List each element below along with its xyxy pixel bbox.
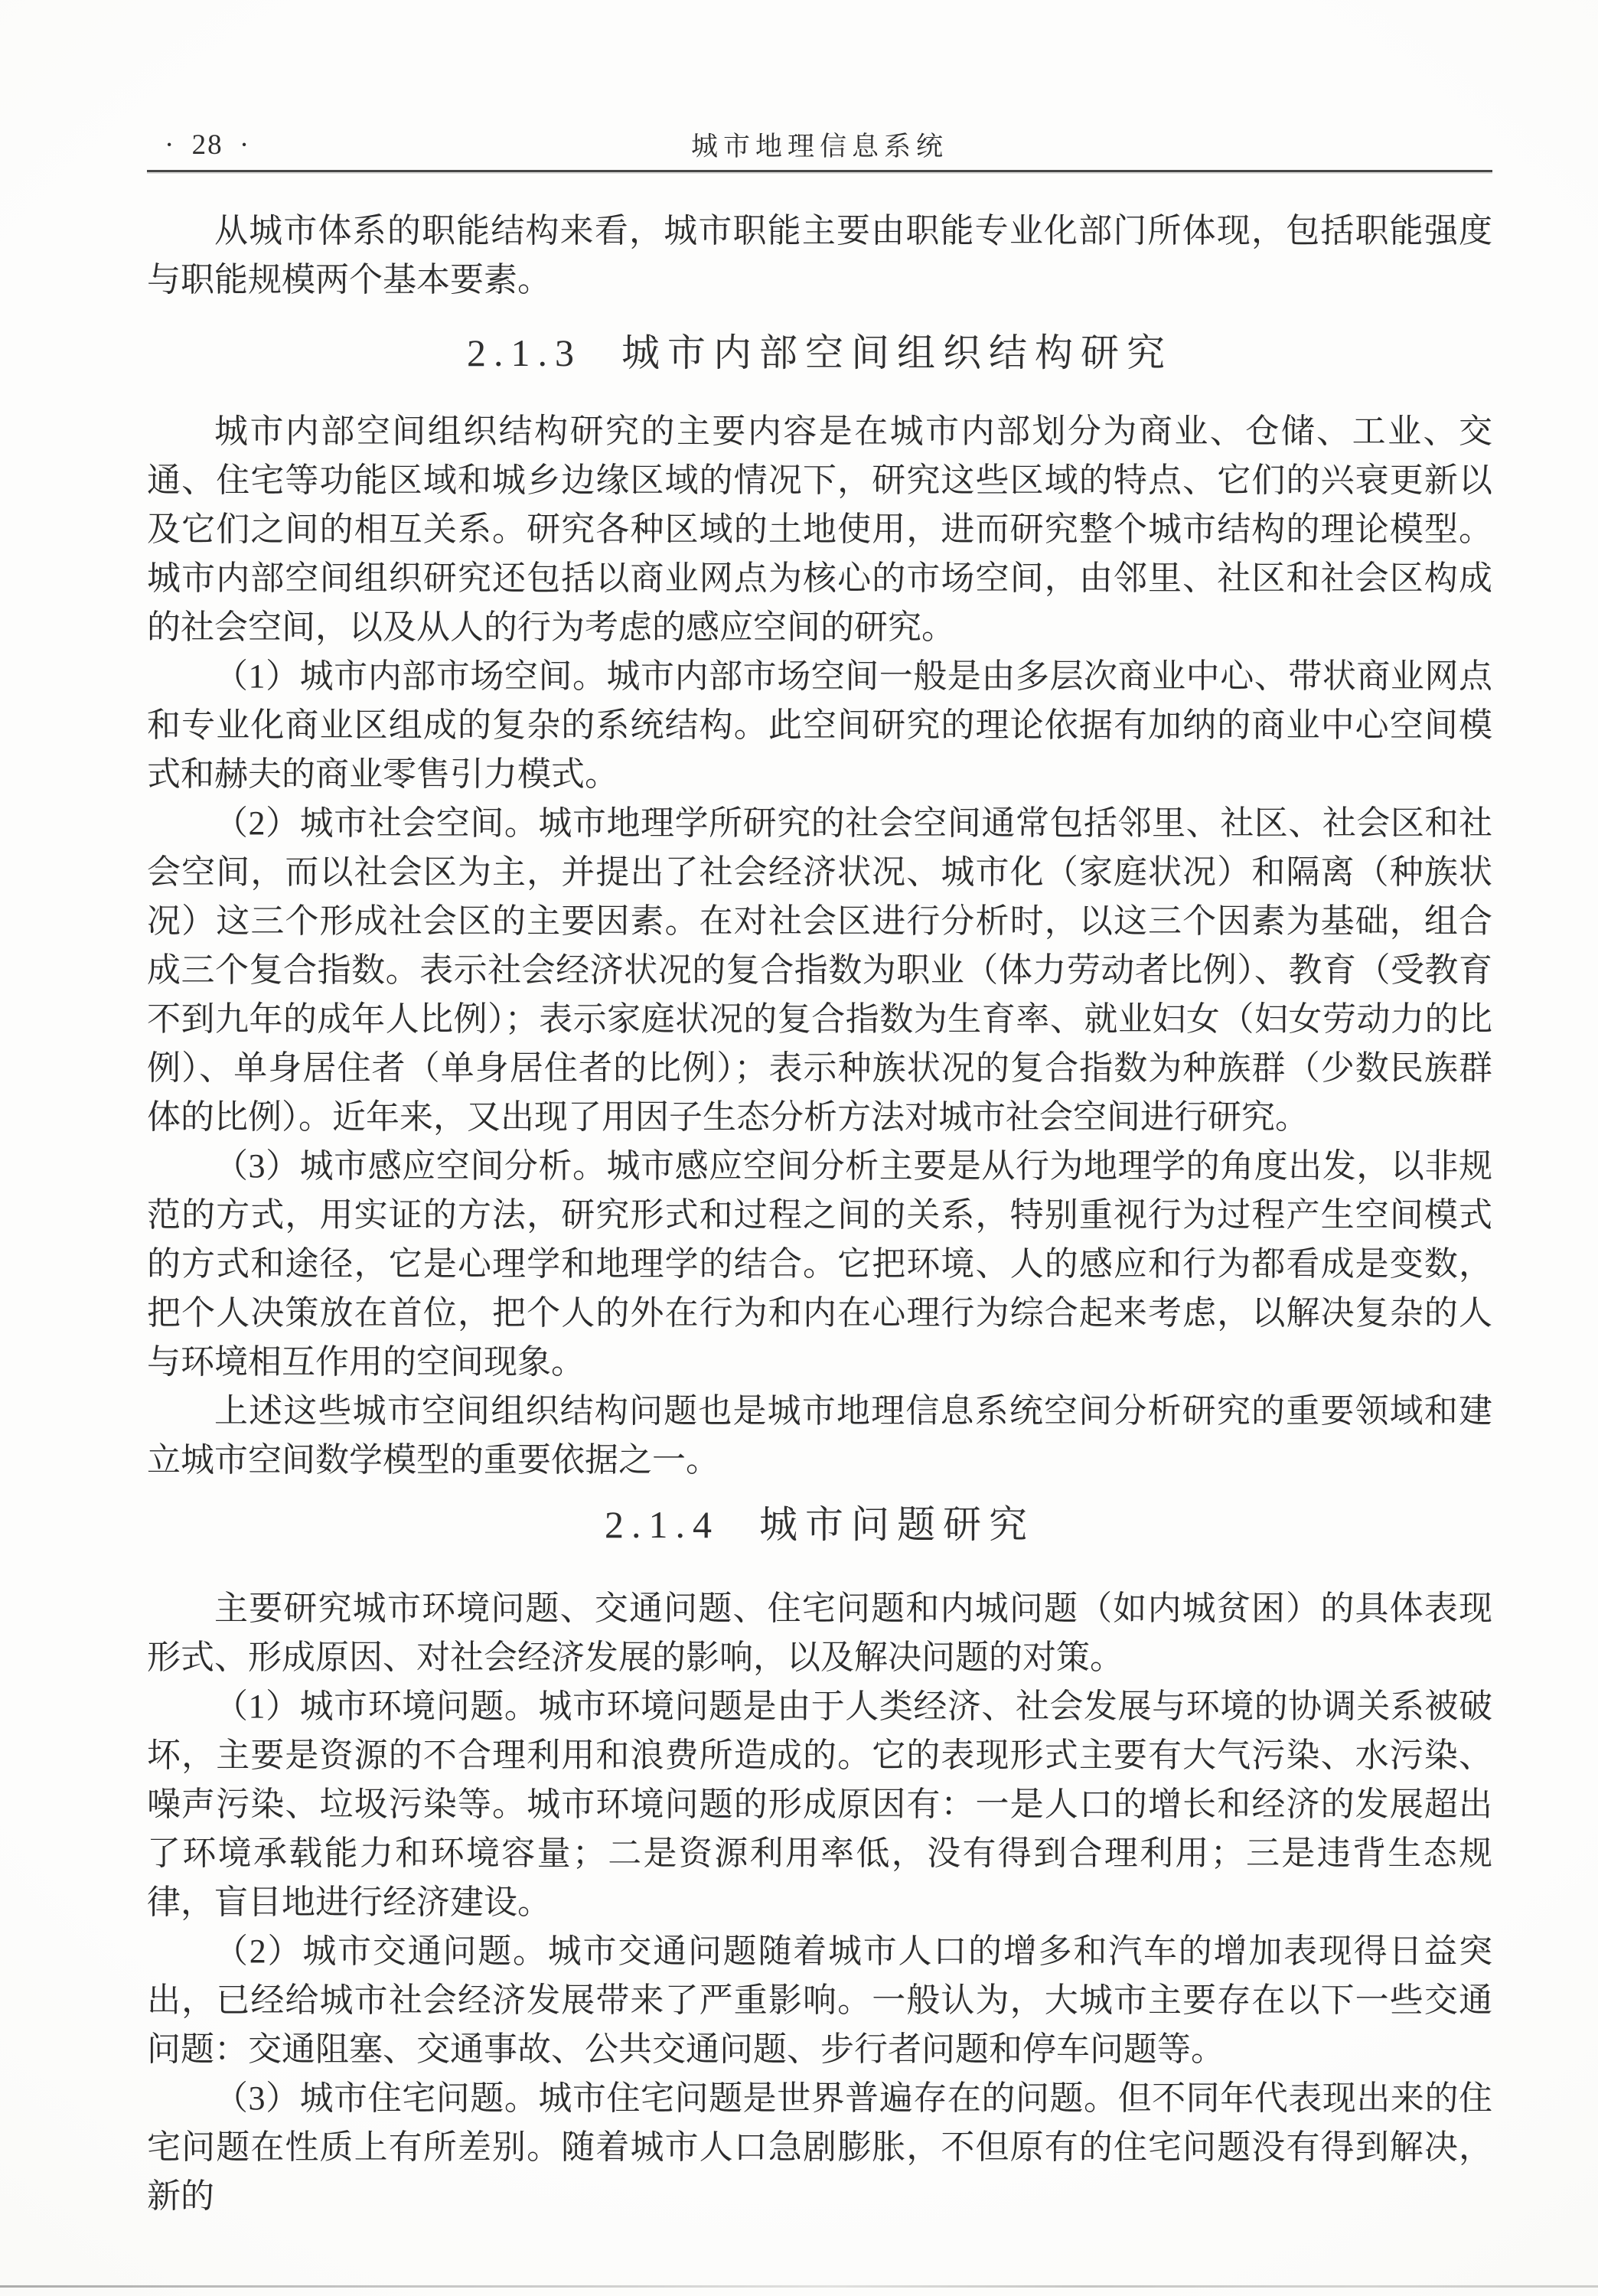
- paragraph-213-overview: 城市内部空间组织结构研究的主要内容是在城市内部划分为商业、仓储、工业、交通、住宅等功能区域和城乡边缘区域的情况下，研究这些区域的特点、它们的兴衰更新以及它们之间的相互关系。研究各种区域的土地使用，进而研究整个城市结构的理论模型。城市内部空间组织研究还包括以商业网点为核心的市场空间，由邻里、社区和社会区构成的社会空间，以及从人的行为考虑的感应空间的研究。: [147, 413, 1492, 646]
- section-heading-2-1-3: [147, 330, 1492, 376]
- paragraph-213-summary: 上述这些城市空间组织结构问题也是城市地理信息系统空间分析研究的重要领域和建立城市空间数学模型的重要依据之一。: [147, 1392, 1492, 1479]
- paragraph-214-item3-housing: （3）城市住宅问题。城市住宅问题是世界普遍存在的问题。但不同年代表现出来的住宅问题在性质上有所差别。随着城市人口急剧膨胀，不但原有的住宅问题没有得到解决，新的: [147, 2079, 1492, 2215]
- section-title: 城市内部空间组织结构研究: [621, 331, 1172, 374]
- paragraph-214-item2-traffic: （2）城市交通问题。城市交通问题随着城市人口的增多和汽车的增加表现得日益突出，已经给城市社会经济发展带来了严重影响。一般认为，大城市主要存在以下一些交通问题：交通阻塞、交通事故、公共交通问题、步行者问题和停车问题等。: [147, 1932, 1492, 2068]
- scan-edge-line: [0, 2285, 1598, 2288]
- section-heading-2-1-4: [147, 1502, 1492, 1548]
- section-number: 2.1.3: [467, 331, 582, 374]
- running-title: 城市地理信息系统: [690, 132, 948, 161]
- section-number: 2.1.4: [605, 1503, 719, 1546]
- paragraph-214-overview: 主要研究城市环境问题、交通问题、住宅问题和内城问题（如内城贫困）的具体表现形式、形成原因、对社会经济发展的影响，以及解决问题的对策。: [147, 1590, 1492, 1676]
- paragraph-213-item2-social-space: （2）城市社会空间。城市地理学所研究的社会空间通常包括邻里、社区、社会区和社会空间，而以社会区为主，并提出了社会经济状况、城市化（家庭状况）和隔离（种族状况）这三个形成社会区的主要因素。在对社会区进行分析时，以这三个因素为基础，组合成三个复合指数。表示社会经济状况的复合指数为职业（体力劳动者比例）、教育（受教育不到九年的成年人比例）；表示家庭状况的复合指数为生育率、就业妇女（妇女劳动力的比例）、单身居住者（单身居住者的比例）；表示种族状况的复合指数为种族群（少数民族群体的比例）。近年来，又出现了用因子生态分析方法对城市社会空间进行研究。: [147, 804, 1492, 1136]
- paragraph-214-item1-environment: （1）城市环境问题。城市环境问题是由于人类经济、社会发展与环境的协调关系被破坏，主要是资源的不合理利用和浪费所造成的。它的表现形式主要有大气污染、水污染、噪声污染、垃圾污染等。城市环境问题的形成原因有：一是人口的增长和经济的发展超出了环境承载能力和环境容量；二是资源利用率低，没有得到合理利用；三是违背生态规律，盲目地进行经济建设。: [147, 1688, 1492, 1921]
- page-number: · 28 ·: [165, 129, 251, 161]
- paragraph-intro: 从城市体系的职能结构来看，城市职能主要由职能专业化部门所体现，包括职能强度与职能规模两个基本要素。: [147, 212, 1492, 298]
- header-rule: [147, 170, 1492, 172]
- paragraph-213-item3-perception-space: （3）城市感应空间分析。城市感应空间分析主要是从行为地理学的角度出发，以非规范的方式，用实证的方法，研究形式和过程之间的关系，特别重视行为过程产生空间模式的方式和途径，它是心理学和地理学的结合。它把环境、人的感应和行为都看成是变数，把个人决策放在首位，把个人的外在行为和内在心理行为综合起来考虑，以解决复杂的人与环境相互作用的空间现象。: [147, 1147, 1492, 1381]
- section-title: 城市问题研究: [759, 1503, 1035, 1546]
- paragraph-213-item1-market-space: （1）城市内部市场空间。城市内部市场空间一般是由多层次商业中心、带状商业网点和专业化商业区组成的复杂的系统结构。此空间研究的理论依据有加纳的商业中心空间模式和赫夫的商业零售引力模式。: [147, 657, 1492, 793]
